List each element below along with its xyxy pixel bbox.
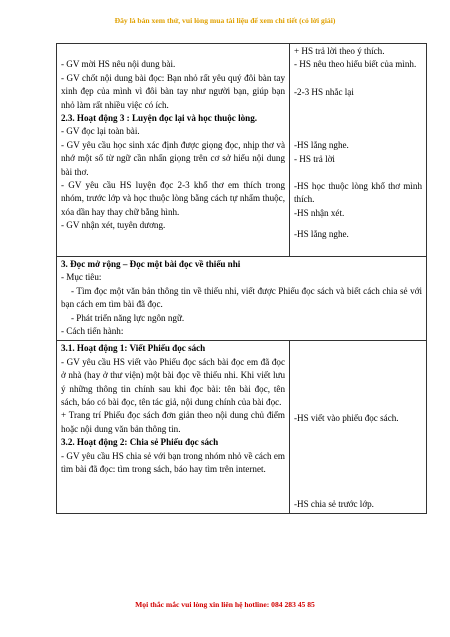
text-line: -HS học thuộc lòng khổ thơ mình thích.: [294, 181, 422, 205]
text-line: - Mục tiêu:: [61, 272, 102, 283]
text-line: - GV yêu cầu HS chia sẻ với bạn trong nhóm nhỏ về cách em tìm bài đã đọc: tìm trong sách, báo hay tìm trên internet.: [61, 450, 285, 475]
section-cell: [57, 257, 427, 341]
text-line: - GV yêu cầu HS luyện đọc 2-3 khổ thơ em thích trong nhóm, trước lớp và học thuộc lòng bằng cách tự nhẩm thuộc, xóa dần hay thay chữ bằng hình.: [61, 180, 285, 217]
text-line: - Cách tiến hành:: [61, 326, 124, 337]
hotline-notice: Mọi thắc mắc vui lòng xin liên hệ hotline: 084 283 45 85: [135, 600, 315, 609]
section-heading: 2.3. Hoạt động 3 : Luyện đọc lại và học thuộc lòng.: [61, 113, 258, 124]
student-activity-cell: [290, 44, 427, 257]
text-line: - GV mời HS nêu nội dung bài.: [61, 59, 176, 70]
text-line: - Phát triển năng lực ngôn ngữ.: [71, 312, 185, 323]
text-line: -HS lắng nghe.: [294, 229, 349, 240]
lesson-table: [56, 43, 427, 514]
table-row: [57, 44, 427, 257]
text-line: - GV chốt nội dung bài đọc: Bạn nhỏ rất yêu quý đôi bàn tay xinh đẹp của mình vì đôi bàn tay như người bạn, giúp bạn nhỏ làm rất nhiều việc có ích.: [61, 72, 285, 110]
section-heading: 3.1. Hoạt động 1: Viết Phiếu đọc sách: [61, 343, 206, 354]
text-line: - GV đọc lại toàn bài.: [61, 126, 140, 137]
text-line: - Tìm đọc một văn bản thông tin về thiếu nhi, viết được Phiếu đọc sách và biết cách chia sẻ với bạn cách em tìm bài đã đọc.: [61, 285, 422, 310]
text-line: -HS chia sẻ trước lớp.: [294, 498, 374, 509]
text-line: - GV yêu cầu học sinh xác định được giọng đọc, nhịp thơ và nhớ một số từ ngữ cần nhấn giọng trên cơ sở hiểu nội dung bài thơ.: [61, 139, 285, 177]
text-line: - GV yêu cầu HS viết vào Phiếu đọc sách bài đọc em đã đọc ở nhà (hay ở thư viện) một bài đọc về thiếu nhi. Khi viết lưu ý những thông tin chính sau khi đọc bài: tên bài đọc, tên sách, báo có bài đọc, tên tác giả, nội dung chính của bài đọc.: [61, 356, 285, 408]
text-line: -HS lắng nghe.: [294, 140, 349, 151]
table-row: [57, 341, 427, 514]
text-line: -2-3 HS nhắc lại: [294, 86, 354, 97]
student-activity-cell: [290, 341, 427, 514]
text-line: -HS viết vào phiếu đọc sách.: [294, 413, 399, 424]
text-line: + Trang trí Phiếu đọc sách đơn giản theo nội dung chủ điểm hoặc nội dung văn bản thông tin.: [61, 410, 285, 434]
section-title: 3. Đọc mở rộng – Đọc một bài đọc về thiếu nhi: [61, 259, 241, 269]
table-row: [57, 257, 427, 341]
teacher-activity-cell: [57, 44, 290, 257]
text-line: - HS nêu theo hiểu biết của mình.: [294, 59, 417, 70]
text-line: - GV nhận xét, tuyên dương.: [61, 220, 166, 231]
text-line: + HS trả lời theo ý thích.: [294, 46, 385, 56]
section-heading: 3.2. Hoạt động 2: Chia sẻ Phiếu đọc sách: [61, 437, 219, 448]
preview-notice: Đây là bản xem thử, vui lòng mua tài liệu để xem chi tiết (có lời giải): [114, 16, 336, 25]
text-line: - HS trả lời: [294, 153, 335, 164]
teacher-activity-cell: [57, 341, 290, 514]
text-line: -HS nhận xét.: [294, 207, 345, 218]
